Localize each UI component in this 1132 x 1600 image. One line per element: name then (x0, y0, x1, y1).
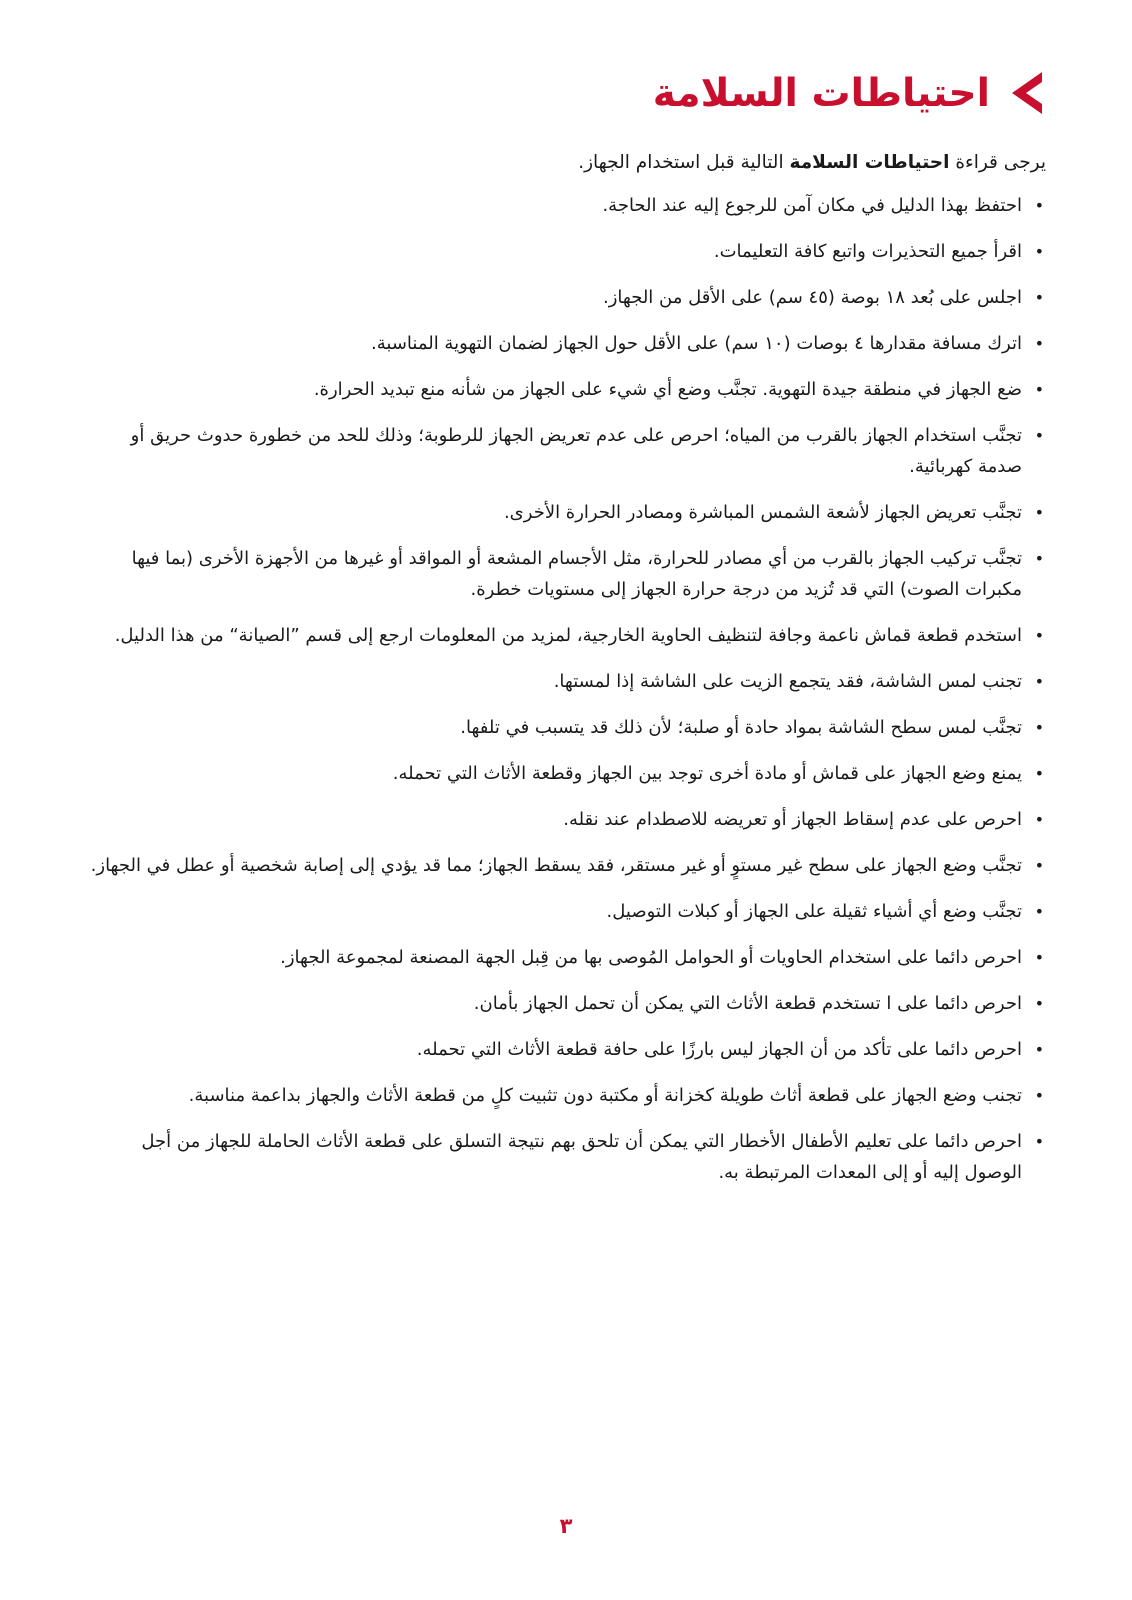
bullet-text: يمنع وضع الجهاز على قماش أو مادة أخرى توجد بين الجهاز وقطعة الأثاث التي تحمله. (392, 763, 1022, 784)
bullet-dot-icon: • (1034, 764, 1044, 783)
bullet-dot-icon: • (1034, 426, 1044, 445)
bullet-dot-icon: • (1034, 994, 1044, 1013)
bullet-dot-icon: • (1034, 242, 1044, 261)
bullet-text: احرص دائما على تعليم الأطفال الأخطار التي يمكن أن تلحق بهم نتيجة التسلق على قطعة الأثاث الحاملة للجهاز من أجل الوصول إليه أو إلى المعدات المرتبطة به. (141, 1131, 1022, 1183)
bullet-dot-icon: • (1034, 196, 1044, 215)
bullet-text: تجنب وضع الجهاز على قطعة أثاث طويلة كخزانة أو مكتبة دون تثبيت كلٍ من قطعة الأثاث والجهاز بداعمة مناسبة. (188, 1085, 1022, 1106)
bullet-dot-icon: • (1034, 1086, 1044, 1105)
bullet-dot-icon: • (1034, 549, 1044, 568)
bullet-item (86, 1034, 1046, 1065)
bullet-text: اجلس على بُعد ١٨ بوصة (٤٥ سم) على الأقل من الجهاز. (603, 287, 1022, 308)
bullet-dot-icon: • (1034, 334, 1044, 353)
bullet-text: احرص دائما على تأكد من أن الجهاز ليس بارزًا على حافة قطعة الأثاث التي تحمله. (416, 1039, 1022, 1060)
bullet-item (86, 988, 1046, 1019)
bullet-dot-icon: • (1034, 672, 1044, 691)
bullet-item (86, 1080, 1046, 1111)
bullet-text: احتفظ بهذا الدليل في مكان آمن للرجوع إليه عند الحاجة. (602, 195, 1022, 216)
bullet-item (86, 804, 1046, 835)
bullet-dot-icon: • (1034, 902, 1044, 921)
bullet-text: اترك مسافة مقدارها ٤ بوصات (١٠ سم) على الأقل حول الجهاز لضمان التهوية المناسبة. (371, 333, 1022, 354)
bullet-item (86, 942, 1046, 973)
bullet-text: تجنَّب استخدام الجهاز بالقرب من المياه؛ احرص على عدم تعريض الجهاز للرطوبة؛ وذلك للحد من خطورة حدوث حريق أو صدمة كهربائية. (130, 425, 1022, 477)
bullet-item (86, 712, 1046, 743)
bullet-item (86, 236, 1046, 267)
bullet-text: احرص دائما على استخدام الحاويات أو الحوامل المُوصى بها من قِبل الجهة المصنعة لمجموعة الجهاز. (280, 947, 1022, 968)
page-title: احتياطات السلامة (652, 70, 990, 116)
bullet-item (86, 896, 1046, 927)
bullet-item (86, 620, 1046, 651)
page-number: ٣ (559, 1514, 573, 1538)
bullet-item (86, 328, 1046, 359)
bullet-item (86, 282, 1046, 313)
bullet-dot-icon: • (1034, 1040, 1044, 1059)
bullet-item (86, 850, 1046, 881)
bullet-text: تجنَّب وضع أي أشياء ثقيلة على الجهاز أو كبلات التوصيل. (606, 901, 1022, 922)
bullet-item (86, 666, 1046, 697)
bullet-dot-icon: • (1034, 810, 1044, 829)
chevron-left-icon (1008, 70, 1046, 116)
bullet-text: اقرأ جميع التحذيرات واتبع كافة التعليمات. (713, 241, 1022, 262)
bullet-dot-icon: • (1034, 288, 1044, 307)
bullet-text: تجنَّب لمس سطح الشاشة بمواد حادة أو صلبة؛ لأن ذلك قد يتسبب في تلفها. (460, 717, 1022, 738)
bullet-text: احرص على عدم إسقاط الجهاز أو تعريضه للاصطدام عند نقله. (563, 809, 1022, 830)
bullet-text: تجنَّب تركيب الجهاز بالقرب من أي مصادر للحرارة، مثل الأجسام المشعة أو المواقد أو غيرها من الأجهزة الأخرى (بما فيها مكبرات الصوت) التي قد تُزيد من درجة حرارة الجهاز إلى مستويات خطرة. (131, 548, 1022, 600)
bullet-item (86, 543, 1046, 605)
bullet-dot-icon: • (1034, 626, 1044, 645)
bullet-item (86, 1126, 1046, 1188)
bullet-item (86, 420, 1046, 482)
intro-text-start: يرجى قراءة (949, 152, 1046, 173)
section-header (653, 70, 1046, 116)
bullet-text: ضع الجهاز في منطقة جيدة التهوية. تجنَّب وضع أي شيء على الجهاز من شأنه منع تبديد الحرارة. (313, 379, 1022, 400)
intro-text-end: التالية قبل استخدام الجهاز. (578, 152, 790, 173)
bullet-dot-icon: • (1034, 856, 1044, 875)
bullet-item (86, 497, 1046, 528)
intro-text-bold: احتياطات السلامة (789, 152, 950, 173)
bullet-text: احرص دائما على ا تستخدم قطعة الأثاث التي يمكن أن تحمل الجهاز بأمان. (473, 993, 1022, 1014)
bullet-text: تجنب لمس الشاشة، فقد يتجمع الزيت على الشاشة إذا لمستها. (553, 671, 1022, 692)
bullet-item (86, 190, 1046, 221)
bullet-dot-icon: • (1034, 948, 1044, 967)
bullet-item (86, 758, 1046, 789)
bullet-dot-icon: • (1034, 1132, 1044, 1151)
bullet-dot-icon: • (1034, 503, 1044, 522)
bullet-text: استخدم قطعة قماش ناعمة وجافة لتنظيف الحاوية الخارجية، لمزيد من المعلومات ارجع إلى قسم ”الصيانة“ من هذا الدليل. (114, 625, 1022, 646)
bullet-dot-icon: • (1034, 380, 1044, 399)
bullet-text: تجنَّب وضع الجهاز على سطح غير مستوٍ أو غير مستقر، فقد يسقط الجهاز؛ مما قد يؤدي إلى إصابة شخصية أو عطل في الجهاز. (90, 855, 1022, 876)
safety-bullet-list (86, 190, 1046, 1203)
bullet-dot-icon: • (1034, 718, 1044, 737)
bullet-item (86, 374, 1046, 405)
intro-paragraph (578, 148, 1046, 178)
bullet-text: تجنَّب تعريض الجهاز لأشعة الشمس المباشرة ومصادر الحرارة الأخرى. (503, 502, 1022, 523)
